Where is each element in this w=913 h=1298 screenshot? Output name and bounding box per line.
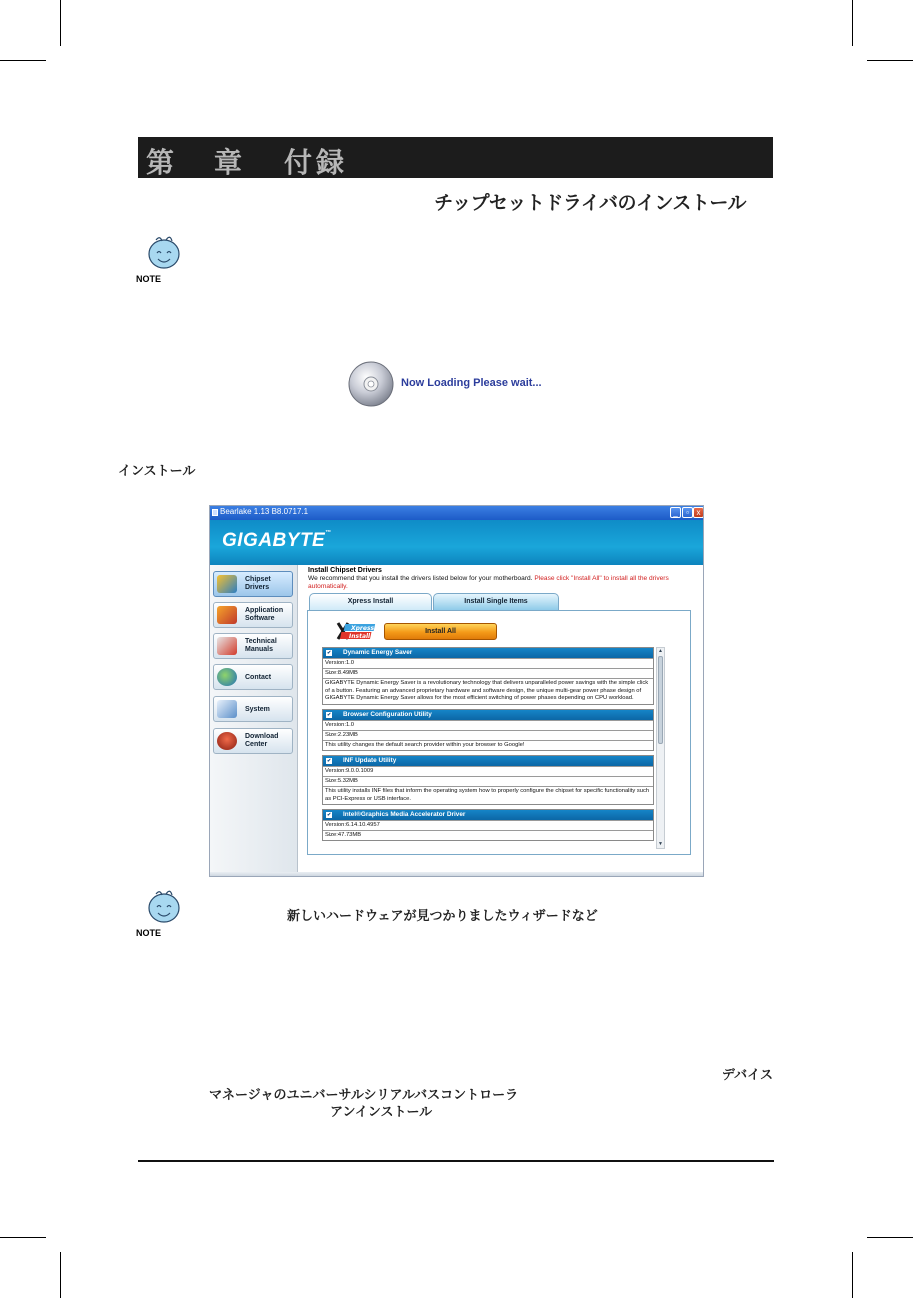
device-text: デバイス <box>721 1068 773 1083</box>
note-label: NOTE <box>136 928 162 938</box>
tab-install-single-items[interactable]: Install Single Items <box>433 593 559 610</box>
section-heading: チップセットドライバのインストール <box>434 192 746 214</box>
description-highlight: Please click "Install All" to install all the drivers automatically. <box>308 575 669 590</box>
sidebar-item-label: Contact <box>245 674 272 681</box>
note-mascot-icon <box>142 888 186 932</box>
installer-window <box>209 505 704 877</box>
sidebar-item-label: System <box>245 706 270 713</box>
scroll-up-icon[interactable]: ▲ <box>658 648 663 654</box>
crop-mark <box>852 0 853 46</box>
system-icon <box>217 700 237 718</box>
crop-mark <box>60 1252 61 1298</box>
sidebar-item-technical-manuals[interactable] <box>213 633 293 659</box>
scroll-down-icon[interactable]: ▼ <box>658 841 663 847</box>
driver-name: Intel®Graphics Media Accelerator Driver <box>343 811 466 818</box>
driver-name: Browser Configuration Utility <box>343 710 432 718</box>
chapter-char-2: 章 <box>214 146 244 179</box>
driver-header <box>323 810 653 820</box>
install-all-button[interactable]: Install All <box>384 623 497 640</box>
chipset-icon <box>217 575 237 593</box>
chapter-title: 付録 <box>284 146 349 179</box>
driver-size: Size:5.32MB <box>323 776 653 786</box>
driver-description: GIGABYTE Dynamic Energy Saver is a revolutionary technology that delivers unparalleled power savings with the simple click of a button. Featuring an advanced proprietary hardware and software design, the unique multi-gear power phase design of GIGABYTE Dynamic Energy Saver allows for the most efficient switching of power phases depending on CPU workload. <box>323 678 653 704</box>
chapter-char-1: 第 <box>146 146 176 179</box>
chapter-header <box>138 137 773 178</box>
logo-text: GIGABYTE <box>222 530 326 551</box>
driver-item <box>322 755 654 805</box>
close-button[interactable]: x <box>693 507 704 518</box>
usb-controller-text: マネージャのユニバーサルシリアルバスコントローラ <box>209 1088 519 1103</box>
sidebar-item-label: Technical Manuals <box>245 638 277 653</box>
sidebar-item-chipset-drivers[interactable] <box>213 571 293 597</box>
download-icon <box>217 732 237 750</box>
globe-icon <box>217 668 237 686</box>
driver-item <box>322 809 654 841</box>
driver-header <box>323 756 653 766</box>
crop-mark <box>0 60 46 61</box>
sidebar-item-system[interactable] <box>213 696 293 722</box>
note-label: NOTE <box>136 274 162 284</box>
window-titlebar <box>210 506 703 520</box>
manual-icon <box>217 637 237 655</box>
description-text: We recommend that you install the drivers listed below for your motherboard. <box>308 575 533 582</box>
sidebar-item-download-center[interactable] <box>213 728 293 754</box>
driver-version: Version:6.14.10.4957 <box>323 820 653 830</box>
sidebar-item-contact[interactable] <box>213 664 293 690</box>
window-title: Bearlake 1.13 B8.0717.1 <box>220 507 309 516</box>
driver-size: Size:47.73MB <box>323 830 653 840</box>
driver-version: Version:1.0 <box>323 658 653 668</box>
driver-checkbox[interactable]: ✔ <box>327 650 332 656</box>
driver-description: This utility installs INF files that inform the operating system how to properly configure the chipset for specific functionality such as PCI-Express or USB interface. <box>323 786 653 804</box>
driver-name: INF Update Utility <box>343 757 397 764</box>
sidebar-item-label: Download Center <box>245 733 279 748</box>
xpress-logo-line2: Install <box>349 633 371 640</box>
driver-size: Size:8.49MB <box>323 668 653 678</box>
note-text: 新しいハードウェアが見つかりましたウィザードなど <box>287 909 598 924</box>
xpress-install-panel <box>307 610 691 855</box>
driver-item <box>322 709 654 752</box>
logo-trademark: ™ <box>325 530 332 536</box>
app-icon <box>212 509 218 516</box>
driver-list <box>322 647 654 849</box>
tab-xpress-install[interactable]: Xpress Install <box>309 593 432 610</box>
uninstall-text: アンインストール <box>330 1105 433 1120</box>
scrollbar-thumb[interactable] <box>658 656 663 744</box>
main-content <box>306 565 703 876</box>
crop-mark <box>867 60 913 61</box>
crop-mark <box>867 1237 913 1238</box>
content-title: Install Chipset Drivers <box>308 567 382 574</box>
driver-size: Size:2.23MB <box>323 730 653 740</box>
driver-name: Dynamic Energy Saver <box>343 649 413 656</box>
sidebar-item-application-software[interactable] <box>213 602 293 628</box>
install-label: インストール <box>118 464 196 479</box>
driver-checkbox[interactable]: ✔ <box>327 812 332 818</box>
crop-mark <box>852 1252 853 1298</box>
application-icon <box>217 606 237 624</box>
driver-version: Version:9.0.0.1009 <box>323 766 653 776</box>
driver-checkbox[interactable]: ✔ <box>327 711 332 718</box>
xpress-install-logo <box>336 620 378 642</box>
footer-rule <box>138 1160 774 1162</box>
driver-list-scrollbar[interactable] <box>656 647 665 849</box>
sidebar <box>210 565 298 877</box>
minimize-button[interactable]: _ <box>670 507 681 518</box>
driver-description: This utility changes the default search provider within your browser to Google! <box>323 740 653 751</box>
loading-text: Now Loading Please wait... <box>401 377 542 389</box>
gigabyte-logo <box>222 530 332 552</box>
xpress-logo-line1: Xpress <box>351 625 375 632</box>
driver-version: Version:1.0 <box>323 720 653 730</box>
maximize-button[interactable]: ▫ <box>682 507 693 518</box>
cd-disc-icon <box>347 360 395 412</box>
driver-header <box>323 710 653 720</box>
gigabyte-banner <box>210 520 703 565</box>
window-footer <box>210 872 703 876</box>
sidebar-item-label: Application Software <box>245 607 284 622</box>
driver-checkbox[interactable]: ✔ <box>327 758 332 764</box>
note-mascot-icon <box>142 234 186 278</box>
driver-item <box>322 647 654 705</box>
crop-mark <box>0 1237 46 1238</box>
crop-mark <box>60 0 61 46</box>
sidebar-item-label: Chipset Drivers <box>245 576 271 591</box>
driver-header <box>323 648 653 658</box>
content-description <box>308 575 700 591</box>
